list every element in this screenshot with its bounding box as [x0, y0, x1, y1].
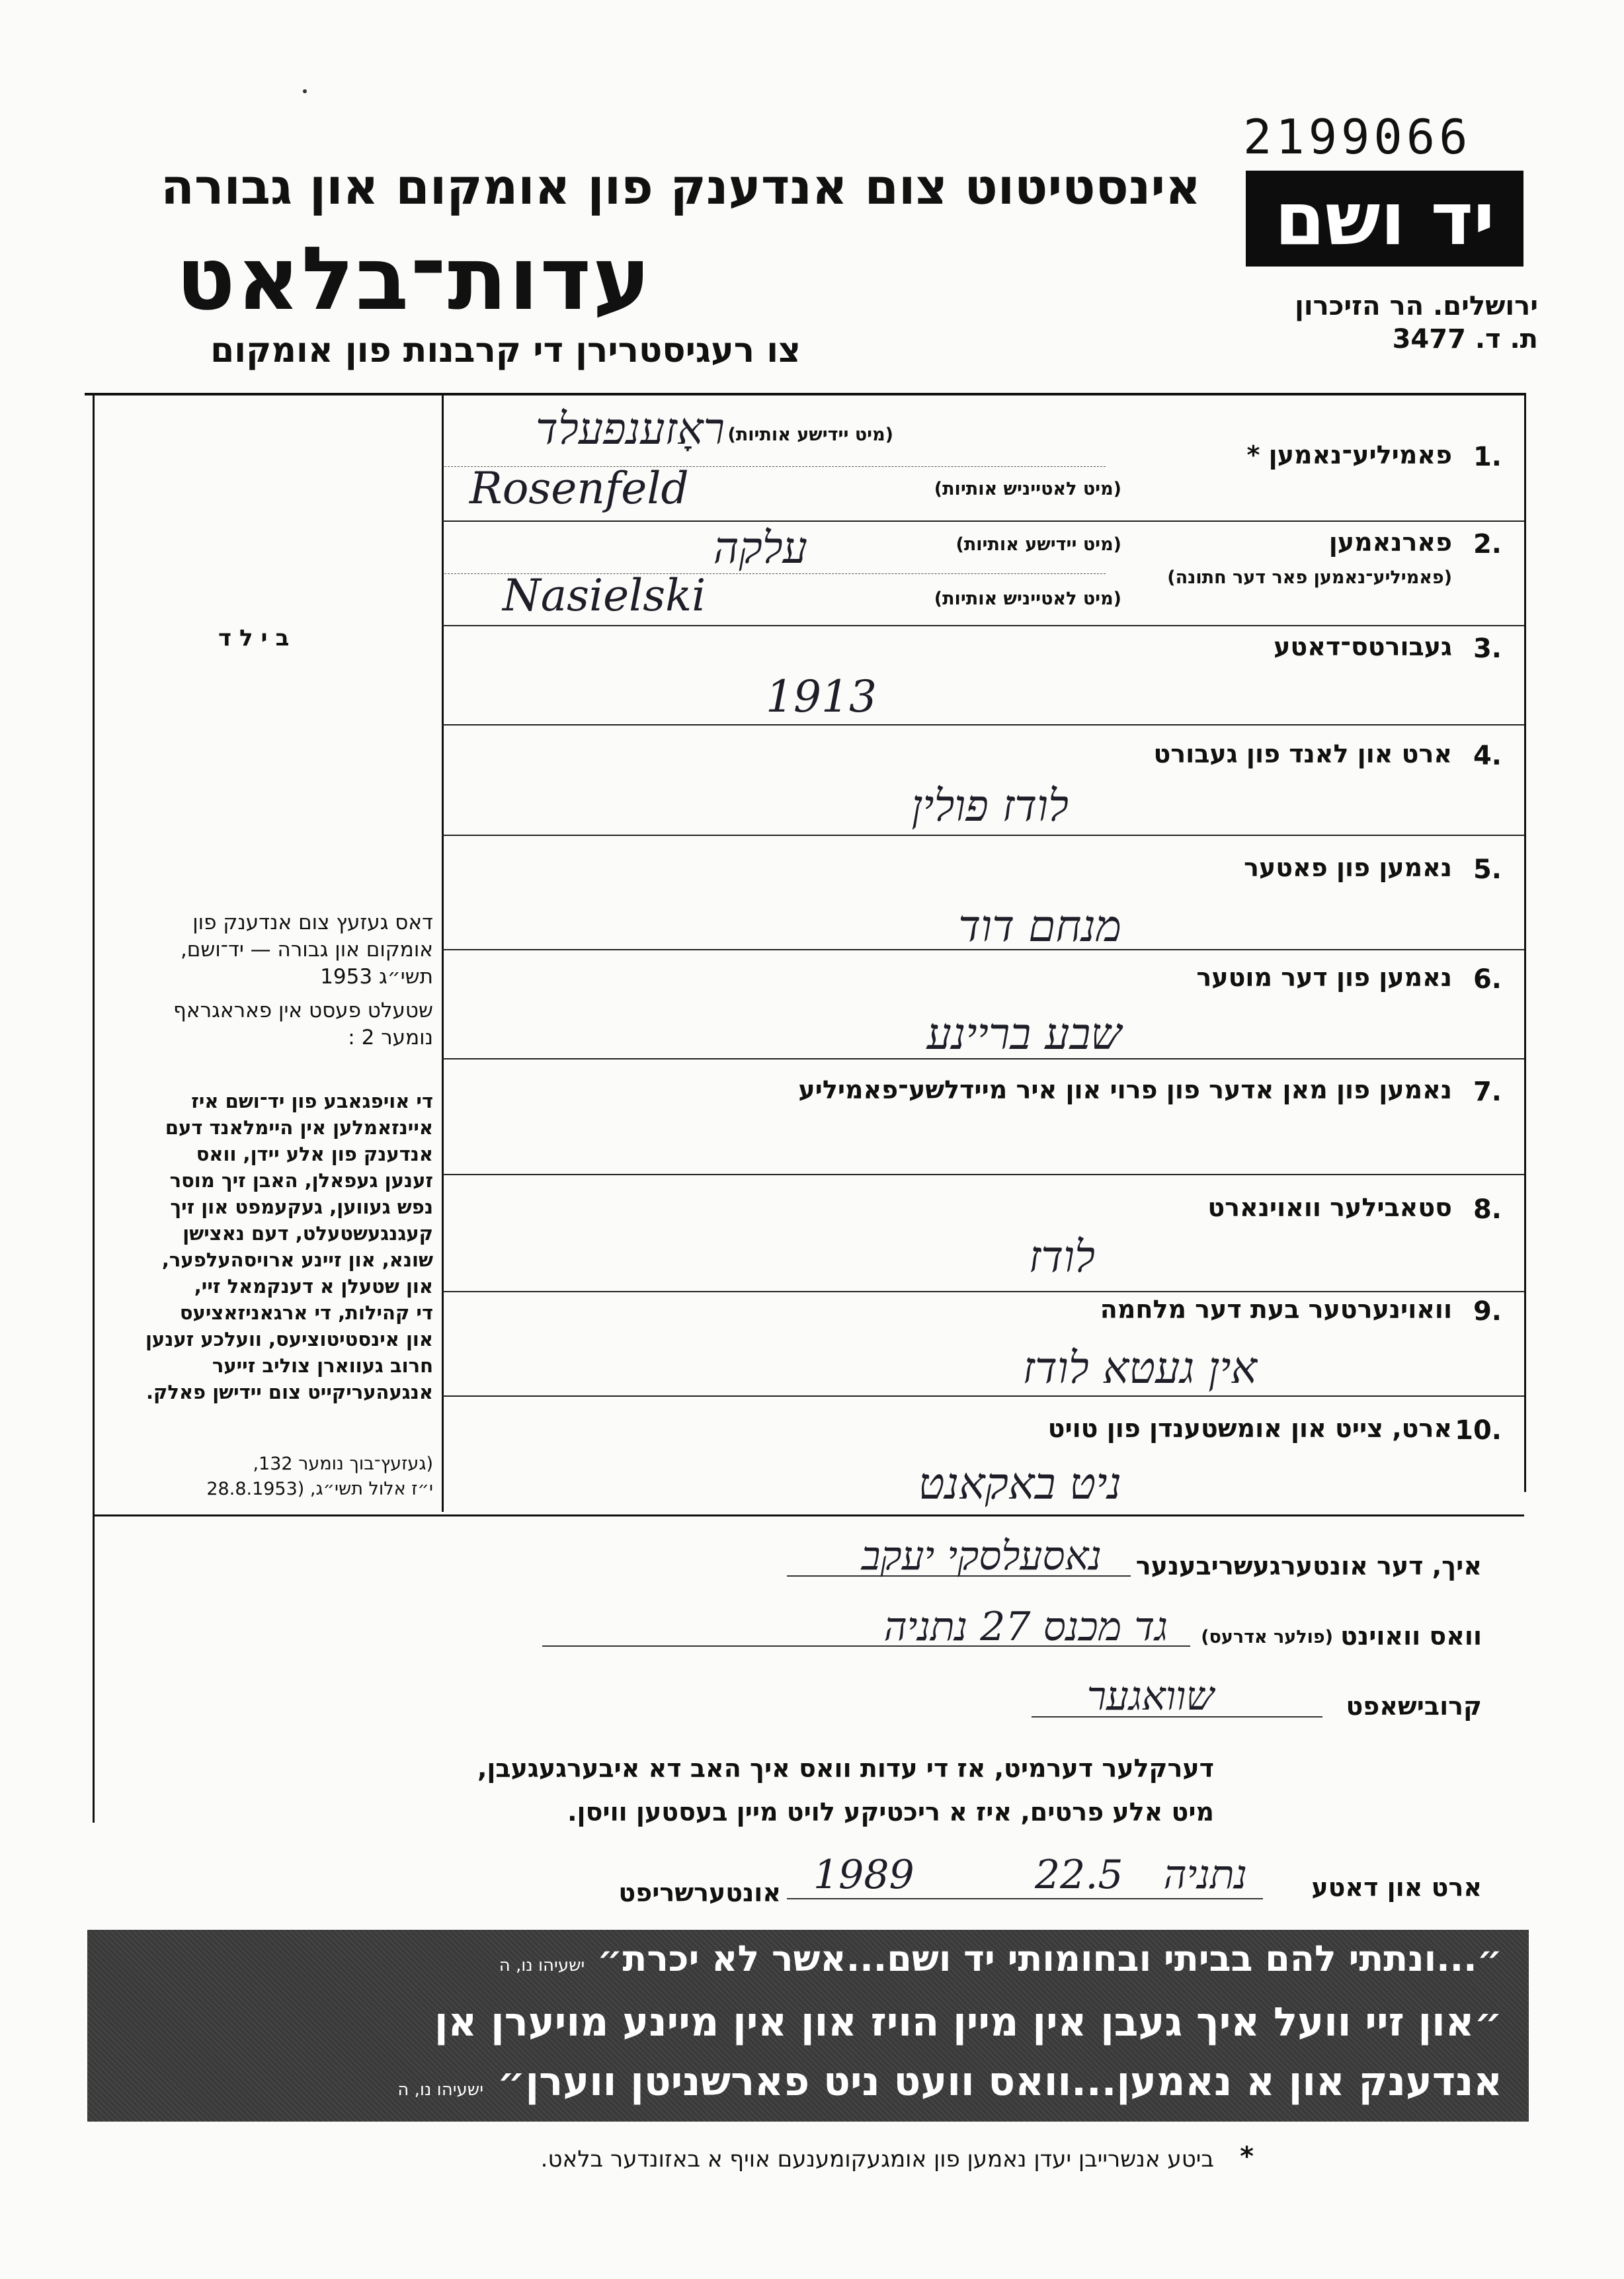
legal-ref-line-1: (געזעץ־בוך נומער 132,: [253, 1454, 433, 1474]
row-separator: [442, 835, 1524, 836]
row-separator: [442, 625, 1524, 626]
field-7-number: 7.: [1473, 1077, 1502, 1107]
legal-line-5: נומער 2 :: [348, 1026, 433, 1050]
legal-line-2: אומקום און גבורה — יד־ושם,: [180, 938, 433, 962]
place-date-label: ארט און דאטע: [1311, 1873, 1482, 1902]
field-3-label: געבורטס־דאטע: [1274, 632, 1452, 661]
banner-citation-1: ישעיהו נו, ה: [499, 1956, 585, 1975]
field-5-answer[interactable]: מנחם דוד: [958, 901, 1121, 952]
row-separator: [442, 520, 1524, 522]
row-separator: [442, 724, 1524, 725]
field-3-answer[interactable]: 1913: [766, 671, 877, 722]
field-1-latin-answer[interactable]: Rosenfeld: [469, 463, 689, 514]
field-5-number: 5.: [1473, 854, 1502, 885]
legal-body-line: זענען געפאלן, האבן זיך מוסר: [169, 1169, 433, 1192]
legal-body-line: איינזאמלען אין היימלאנד דעם: [165, 1116, 433, 1139]
field-7-label: נאמען פון מאן אדער פון פרוי און איר מיידלשע־פאמיליע: [798, 1075, 1452, 1104]
legal-body-line: די אויפגאבע פון יד־ושם איז: [191, 1090, 433, 1112]
field-2-number: 2.: [1473, 529, 1502, 559]
legal-body-line: נפש געווען, געקעמפט און זיך: [170, 1196, 433, 1218]
submitter-name-label: איך, דער אונטערגעשריבענער: [1135, 1552, 1482, 1581]
field-10-answer[interactable]: ניט באקאנט: [918, 1458, 1121, 1509]
place-value[interactable]: נתניה: [1163, 1852, 1247, 1898]
relation-label: קרובישאפט: [1346, 1692, 1482, 1721]
banner-quote-3-text: אנדענק און א נאמען...וואס וועט ניט פארשניטן ווערן״: [497, 2059, 1502, 2105]
legal-body-line: און שטעלן א דענקמאל זיי,: [194, 1275, 433, 1298]
location-line-1: ירושלים. הר הזיכרון: [1295, 291, 1538, 321]
field-1-number: 1.: [1473, 442, 1502, 472]
field-1-latin-hint: (מיט לאטייניש אותיות): [934, 479, 1121, 499]
field-9-label: וואוינערטער בעת דער מלחמה: [1100, 1295, 1452, 1324]
field-6-label: נאמען פון דער מוטער: [1196, 963, 1452, 992]
date-value[interactable]: 22.5: [1035, 1852, 1123, 1898]
field-2-latin-answer[interactable]: Nasielski: [503, 570, 706, 621]
field-8-answer[interactable]: לודז: [1028, 1231, 1095, 1282]
banner-quote-2: ״און זיי וועל איך געבן אין מיין הויז און אין מיינע מויערן אן: [434, 1999, 1502, 2046]
legal-line-1: דאס געזעץ צום אנדענק פון: [192, 911, 433, 934]
address-value[interactable]: גד מכנס 27 נתניה: [883, 1604, 1168, 1650]
legal-line-3: תשי״ג 1953: [320, 965, 433, 989]
legal-body-line: די קהילות, די ארגאניזאציעס: [179, 1302, 433, 1324]
field-1-label: פאמיליע־נאמען *: [1246, 440, 1452, 470]
place-date-line: [787, 1898, 1263, 1899]
field-4-label: ארט און לאנד פון געבורט: [1153, 739, 1452, 768]
field-4-number: 4.: [1473, 741, 1502, 771]
frame-right-border: [1524, 394, 1526, 1492]
field-6-number: 6.: [1473, 964, 1502, 995]
legal-body-line: חרוב געווארן צוליב זייער: [212, 1354, 433, 1377]
field-8-number: 8.: [1473, 1194, 1502, 1225]
footnote-mark: *: [1240, 2141, 1254, 2172]
legal-body-line: קעגנגעשטעלט, דעם נאצישן: [183, 1222, 433, 1245]
field-6-answer[interactable]: שבע בריינע: [926, 1009, 1121, 1059]
form-subtitle: צו רעגיסטרירן די קרבנות פון אומקום: [210, 331, 801, 370]
field-1-hebrew-answer[interactable]: ראָזענפעלד: [535, 403, 725, 454]
relation-value[interactable]: שוואגער: [1086, 1673, 1214, 1720]
legal-line-4: שטעלט פעסט אין פאראגראף: [173, 999, 433, 1022]
legal-body-line: שונא, און זיינע ארויסהעלפער,: [161, 1249, 433, 1271]
row-separator: [442, 1174, 1524, 1175]
field-10-label: ארט, צייט און אומשטענדן פון טויט: [1047, 1414, 1452, 1443]
form-title: עדות־בלאט: [176, 228, 652, 330]
field-2-label: פארנאמען: [1328, 528, 1452, 557]
field-2-latin-hint: (מיט לאטייניש אותיות): [934, 589, 1121, 609]
field-2-hebrew-hint: (מיט יידישע אותיות): [955, 534, 1121, 555]
address-label: וואס וואוינט: [1340, 1622, 1482, 1651]
yad-vashem-logo: יד ושם: [1246, 171, 1523, 267]
field-10-number: 10.: [1455, 1415, 1502, 1446]
field-5-label: נאמען פון פאטער: [1244, 853, 1452, 882]
banner-quote-1-text: ״...ונתתי להם בביתי ובחומותי יד ושם...אשר לא יכרת״: [597, 1938, 1502, 1979]
field-8-label: סטאבילער וואוינארט: [1207, 1193, 1452, 1222]
banner-quote-3: [397, 2059, 1502, 2105]
field-4-answer[interactable]: לודז פולין: [911, 780, 1069, 831]
panel-bottom-border: [93, 1514, 1524, 1516]
scan-speck: [303, 89, 307, 93]
legal-body-text: [102, 1088, 433, 1405]
field-2-hebrew-answer[interactable]: עלקה: [713, 522, 807, 573]
legal-reference: [102, 1452, 433, 1502]
declaration-line-1: דערקלער דערמיט, אז די עדות וואס איך האב דא איבערגעגעבן,: [477, 1754, 1214, 1783]
legal-header-text: [102, 909, 433, 1052]
legal-body-line: און אינסטיטוציעס, וועלכע זענען: [145, 1328, 433, 1350]
field-9-answer[interactable]: אין געטא לודז: [1022, 1343, 1257, 1393]
frame-top-border: [85, 393, 1526, 395]
field-3-number: 3.: [1473, 634, 1502, 664]
footnote-text: ביטע אנשרייבן יעדן נאמען פון אומגעקומענעם אויף א באזונדער בלאט.: [540, 2146, 1214, 2173]
institute-title: אינסטיטוט צום אנדענק פון אומקום און גבורה: [161, 159, 1201, 216]
column-divider: [442, 394, 444, 1512]
field-1-hebrew-hint: (מיט יידישע אותיות): [727, 425, 893, 445]
signature-label: אונטערשריפט: [618, 1878, 781, 1907]
declaration-line-2: מיט אלע פרטים, איז א ריכטיקע לויט מיין בעסטען וויסן.: [567, 1798, 1214, 1827]
year-value[interactable]: 1989: [813, 1852, 914, 1898]
field-2-label-note: (פאמיליע־נאמען פאר דער חתונה): [1167, 567, 1452, 588]
legal-ref-line-2: י״ז אלול תשי״ג, (28.8.1953: [206, 1479, 433, 1499]
banner-citation-2: ישעיהו נו, ה: [397, 2080, 484, 2100]
legal-body-line: אנגעהעריקייט צום יידישן פאלק.: [146, 1381, 433, 1403]
location-line-2: ת. ד. 3477: [1392, 324, 1538, 354]
row-separator: [442, 1395, 1524, 1397]
banner-quote-1: [499, 1938, 1502, 1979]
legal-body-line: אנדענק פון אלע יידן, וואס: [196, 1143, 433, 1165]
field-9-number: 9.: [1473, 1296, 1502, 1327]
address-note: (פולער אדרעס): [1201, 1627, 1333, 1647]
submitter-name-value[interactable]: נאסעלסקי יעקב: [861, 1533, 1102, 1579]
document-number: 2199066: [1243, 109, 1472, 165]
frame-left-border: [93, 394, 95, 1823]
row-separator: [442, 1291, 1524, 1292]
photo-area-label: בילד: [218, 625, 298, 651]
quote-banner: [87, 1930, 1529, 2122]
